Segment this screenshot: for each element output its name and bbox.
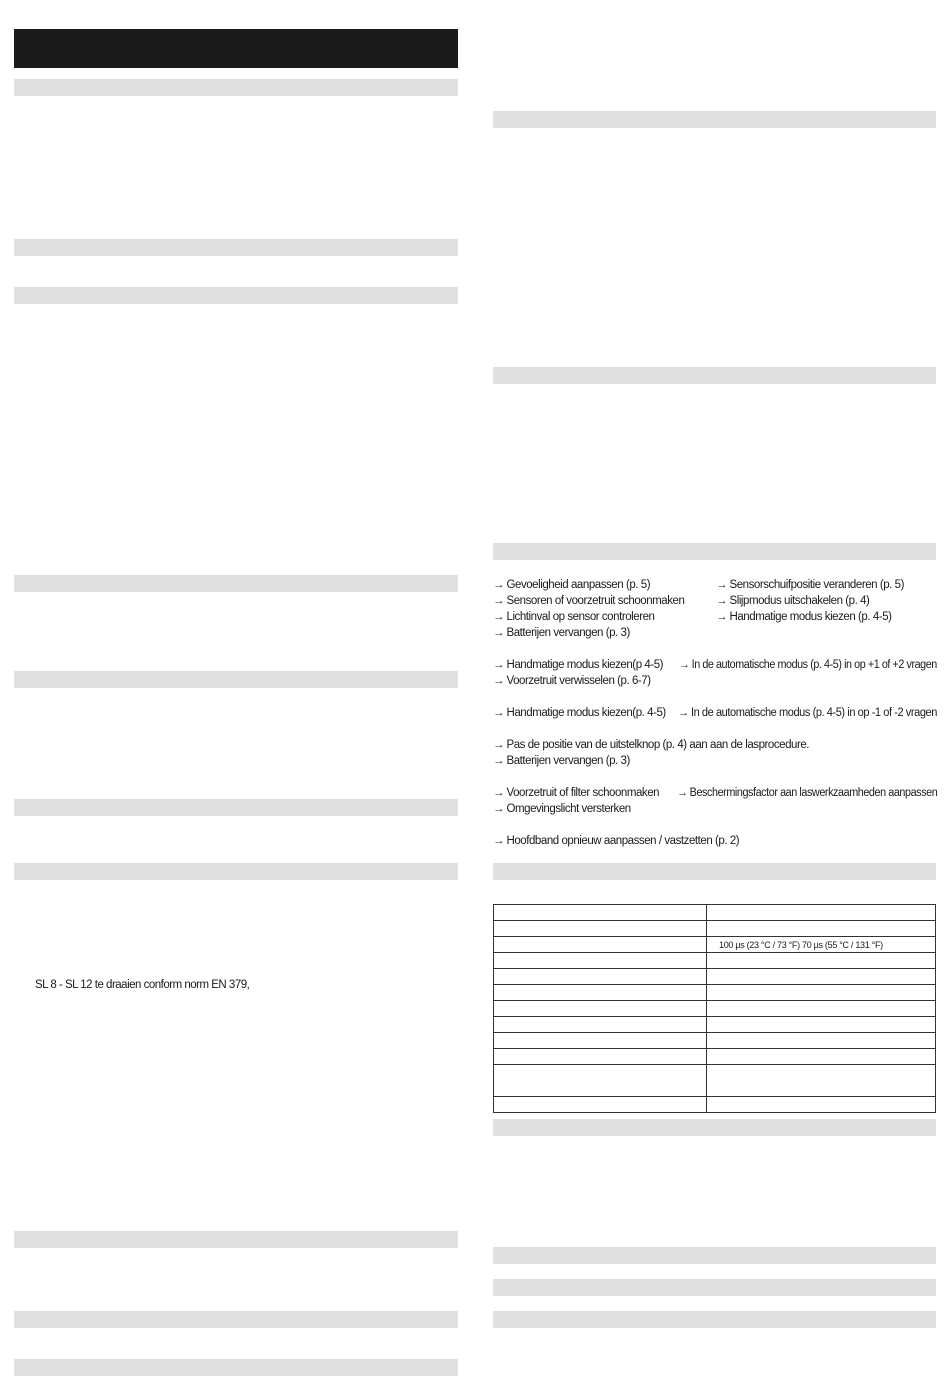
table-cell xyxy=(494,1001,707,1017)
troubleshoot-item: → Lichtinval op sensor controleren xyxy=(493,611,655,623)
table-cell xyxy=(707,1097,936,1113)
table-row xyxy=(494,969,936,985)
section-band xyxy=(493,1311,936,1328)
table-cell: 100 µs (23 °C / 73 °F) 70 µs (55 °C / 131 °F) xyxy=(707,937,936,953)
section-band xyxy=(14,287,458,304)
table-cell xyxy=(707,953,936,969)
section-band xyxy=(493,543,936,560)
troubleshoot-item: → Pas de positie van de uitstelknop (p. 4) aan aan de lasprocedure. xyxy=(493,739,810,751)
troubleshoot-item: → Handmatige modus kiezen(p 4-5) xyxy=(493,659,664,671)
troubleshoot-item: → Gevoeligheid aanpassen (p. 5) xyxy=(493,579,651,591)
header-bar xyxy=(14,29,458,68)
troubleshoot-item: → Sensoren of voorzetruit schoonmaken xyxy=(493,595,685,607)
table-row xyxy=(494,921,936,937)
table-cell xyxy=(494,1049,707,1065)
troubleshoot-item: → Handmatige modus kiezen(p. 4-5) xyxy=(493,707,666,719)
table-cell xyxy=(494,1033,707,1049)
section-band xyxy=(14,575,458,592)
troubleshoot-item: → Batterijen vervangen (p. 3) xyxy=(493,627,630,639)
section-band xyxy=(493,1279,936,1296)
troubleshoot-item: → Beschermingsfactor aan laswerkzaamheden aanpassen xyxy=(677,787,938,799)
table-cell xyxy=(707,985,936,1001)
table-cell xyxy=(494,969,707,985)
section-band xyxy=(14,1231,458,1248)
table-row xyxy=(494,985,936,1001)
table-cell xyxy=(707,905,936,921)
table-cell xyxy=(494,985,707,1001)
table-row xyxy=(494,1049,936,1065)
troubleshoot-item: → Batterijen vervangen (p. 3) xyxy=(493,755,630,767)
table-cell xyxy=(494,921,707,937)
section-band xyxy=(14,79,458,96)
troubleshoot-item: → Hoofdband opnieuw aanpassen / vastzetten (p. 2) xyxy=(493,835,740,847)
table-cell xyxy=(707,1049,936,1065)
table-row xyxy=(494,1033,936,1049)
table-cell xyxy=(707,921,936,937)
section-band xyxy=(14,671,458,688)
section-band xyxy=(493,111,936,128)
section-band xyxy=(14,1311,458,1328)
table-cell xyxy=(494,1097,707,1113)
troubleshoot-item: → Slijpmodus uitschakelen (p. 4) xyxy=(716,595,870,607)
table-cell xyxy=(494,1017,707,1033)
section-band xyxy=(493,1119,936,1136)
section-band xyxy=(493,367,936,384)
troubleshoot-item: → In de automatische modus (p. 4-5) in op +1 of +2 vragen xyxy=(679,659,937,671)
standard-note: SL 8 - SL 12 te draaien conform norm EN 379, xyxy=(35,979,250,991)
spec-table xyxy=(493,904,936,1113)
section-band xyxy=(493,863,936,880)
section-band xyxy=(14,1359,458,1376)
table-row xyxy=(494,905,936,921)
table-row xyxy=(494,1097,936,1113)
table-row xyxy=(494,1017,936,1033)
section-band xyxy=(14,863,458,880)
table-cell xyxy=(707,1065,936,1097)
troubleshoot-item: → Handmatige modus kiezen (p. 4-5) xyxy=(716,611,892,623)
section-band xyxy=(14,799,458,816)
table-row xyxy=(494,937,936,953)
table-cell xyxy=(494,1065,707,1097)
section-band xyxy=(14,239,458,256)
table-cell xyxy=(707,1017,936,1033)
troubleshoot-item: → In de automatische modus (p. 4-5) in op -1 of -2 vragen xyxy=(678,707,937,719)
table-row xyxy=(494,953,936,969)
troubleshoot-item: → Voorzetruit of filter schoonmaken xyxy=(493,787,660,799)
table-cell xyxy=(494,953,707,969)
table-cell xyxy=(494,905,707,921)
table-cell xyxy=(707,969,936,985)
troubleshoot-item: → Omgevingslicht versterken xyxy=(493,803,631,815)
table-cell xyxy=(707,1001,936,1017)
table-row xyxy=(494,1065,936,1097)
troubleshoot-item: → Sensorschuifpositie veranderen (p. 5) xyxy=(716,579,904,591)
troubleshoot-item: → Voorzetruit verwisselen (p. 6-7) xyxy=(493,675,651,687)
table-row xyxy=(494,1001,936,1017)
table-cell xyxy=(494,937,707,953)
table-cell xyxy=(707,1033,936,1049)
section-band xyxy=(493,1247,936,1264)
